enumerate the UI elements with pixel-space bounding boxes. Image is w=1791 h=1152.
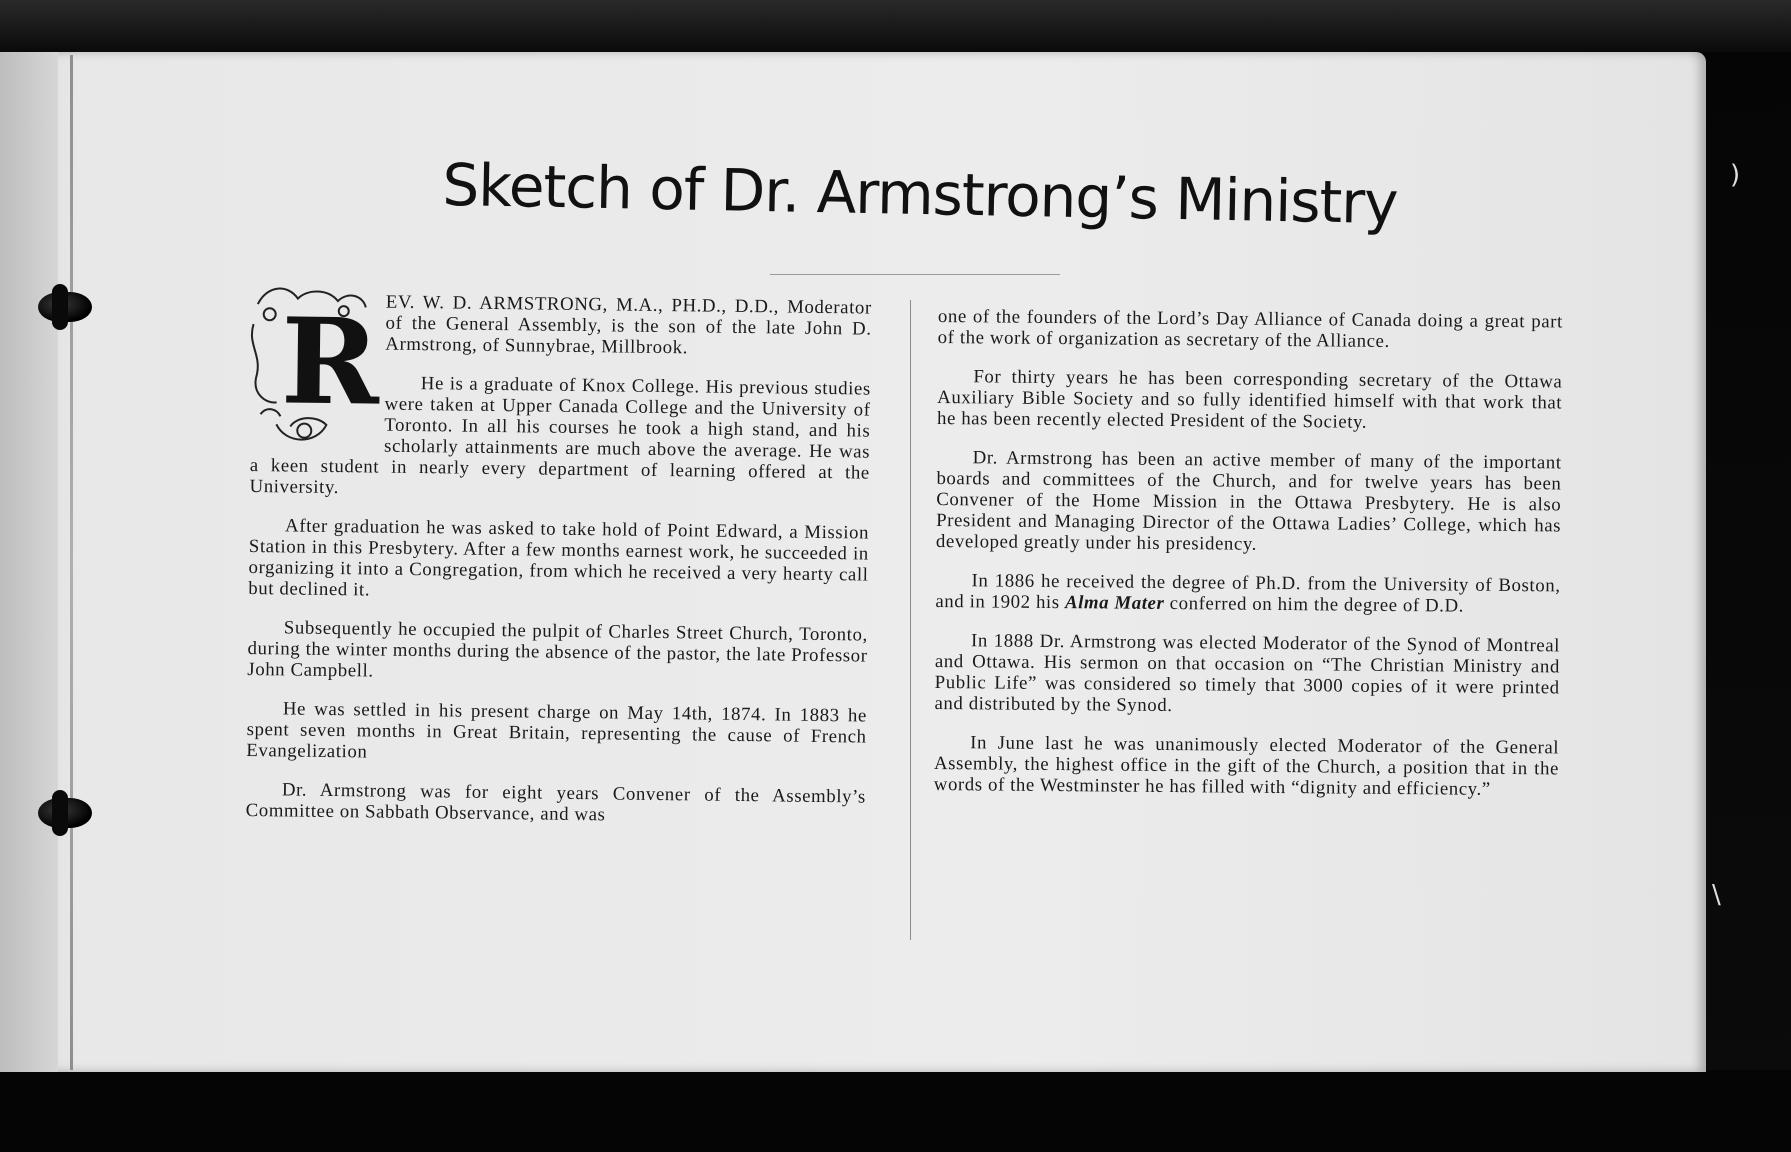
column-divider bbox=[910, 300, 911, 940]
paragraph-lords-day-alliance: one of the founders of the Lord’s Day Alliance of Canada doing a great part of the work of organization as secretary of the Alliance. bbox=[937, 306, 1563, 352]
drop-cap-letter: R bbox=[280, 291, 381, 432]
paragraph-bible-society: For thirty years he has been corresponding secretary of the Ottawa Auxiliary Bible Society and so fully identified himself with that work that he has been recently elected President of the Society. bbox=[936, 366, 1563, 433]
paragraph-education: He is a graduate of Knox College. His previous studies were taken at Upper Canada College and the University of Toronto. In all his courses he took a high stand, and his scholarly attainments are much above the average. He was a keen student in nearly every department of learning offered at the University. bbox=[249, 373, 871, 499]
left-column bbox=[245, 290, 872, 847]
degrees-text-a: In 1886 he received the degree of Ph.D. from the University of Boston, and in 1902 his bbox=[935, 570, 1561, 614]
facing-page-edge bbox=[0, 52, 58, 1072]
degrees-text-b: conferred on him the degree of D.D. bbox=[1169, 593, 1465, 617]
paragraph-degrees bbox=[935, 570, 1560, 617]
scan-speck-mark: ) bbox=[1730, 160, 1741, 190]
paragraph-synod-moderator: In 1888 Dr. Armstrong was elected Moderator of the Synod of Montreal and Ottawa. His sermon on that occasion on “The Christian Ministry and Public Life” was considered so timely that 3000 copies of it were printed and distributed by the Synod. bbox=[934, 630, 1561, 717]
page-title: Sketch of Dr. Armstrong’s Ministry bbox=[441, 150, 1399, 238]
paragraph-boards-committees: Dr. Armstrong has been an active member of many of the important boards and committees of the Church, and for twelve years has been Convener of the Home Mission in the Ottawa Presbytery. He is also President and Managing Director of the Ottawa Ladies’ College, which has developed greatly under his presidency. bbox=[935, 447, 1562, 555]
paragraph-point-edward: After graduation he was asked to take hold of Point Edward, a Mission Station in this Presbytery. After a few months earnest work, he succeeded in organizing it into a Congregation, from which he received a very hearty call but declined it. bbox=[248, 515, 870, 601]
ornamental-drop-cap bbox=[246, 284, 381, 446]
scan-bottom-edge bbox=[0, 1070, 1791, 1152]
opening-paragraph: EV. W. D. ARMSTRONG, M.A., PH.D., D.D., Moderator of the General Assembly, is the son of the late John D. Armstrong, of Sunnybrae, Millbrook. bbox=[385, 291, 872, 359]
binding-fold bbox=[70, 55, 73, 1070]
binder-ring-bottom bbox=[38, 798, 92, 828]
paragraph-charles-street: Subsequently he occupied the pulpit of Charles Street Church, Toronto, during the winter months during the absence of the pastor, the late Professor John Campbell. bbox=[247, 617, 868, 682]
right-column bbox=[934, 306, 1563, 818]
scan-speck-mark: \ bbox=[1712, 880, 1721, 910]
paragraph-sabbath-committee: Dr. Armstrong was for eight years Convener of the Assembly’s Committee on Sabbath Observance, and was bbox=[245, 779, 866, 826]
alma-mater-emphasis: Alma Mater bbox=[1064, 592, 1165, 614]
paragraph-settled: He was settled in his present charge on May 14th, 1874. In 1883 he spent seven months in Great Britain, representing the cause of French Evangelization bbox=[246, 698, 867, 763]
paragraph-general-assembly: In June last he was unanimously elected Moderator of the General Assembly, the highest office in the gift of the Church, a position that in the words of the Westminster he has filled with “dignity and efficiency.” bbox=[933, 732, 1560, 800]
binder-ring-top bbox=[38, 292, 92, 322]
title-rule bbox=[770, 274, 1060, 275]
scan-top-edge bbox=[0, 0, 1791, 52]
